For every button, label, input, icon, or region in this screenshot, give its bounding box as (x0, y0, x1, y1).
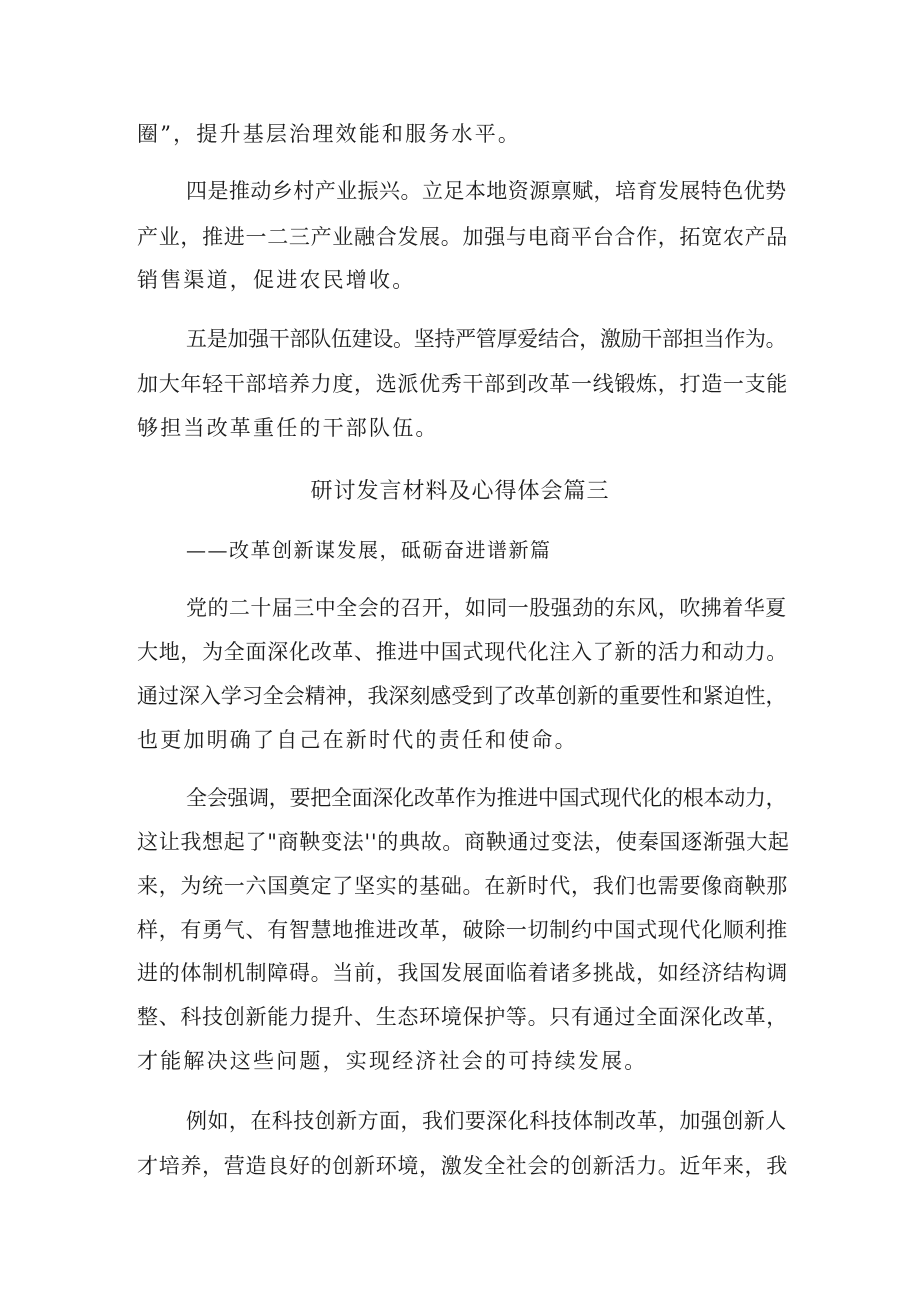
paragraph-line: 销售渠道，促进农民增收。 (137, 268, 416, 292)
paragraph-line: 这让我想起了"商鞅变法''的典故。商鞅通过变法，使秦国逐渐强大起 (137, 830, 790, 854)
paragraph-line: 大地，为全面深化改革、推进中国式现代化注入了新的活力和动力。 (137, 640, 788, 664)
paragraph-line: 够担当改革重任的干部队伍。 (137, 416, 439, 440)
section-subtitle: ——改革创新谋发展，砥砺奋进谱新篇 (186, 538, 552, 562)
paragraph-line: 圈”，提升基层治理效能和服务水平。 (137, 122, 522, 146)
paragraph-line: 加大年轻干部培养力度，选派优秀干部到改革一线锻炼，打造一支能 (137, 372, 788, 396)
paragraph-line: 才培养，营造良好的创新环境，激发全社会的创新活力。近年来，我 (137, 1154, 788, 1178)
paragraph-line: 产业，推进一二三产业融合发展。加强与电商平台合作，拓宽农产品 (137, 225, 788, 249)
paragraph-line: 党的二十届三中全会的召开，如同一股强劲的东风，吹拂着华夏 (186, 596, 787, 620)
paragraph-line: 来，为统一六国奠定了坚实的基础。在新时代，我们也需要像商鞅那 (137, 874, 788, 898)
paragraph-line: 样，有勇气、有智慧地推进改革，破除一切制约中国式现代化顺利推 (137, 918, 788, 942)
section-title: 研讨发言材料及心得体会篇三 (310, 479, 610, 504)
paragraph-line: 整、科技创新能力提升、生态环境保护等。只有通过全面深化改革， (137, 1005, 788, 1029)
paragraph-line: 也更加明确了自己在新时代的责任和使命。 (137, 728, 578, 752)
paragraph-line: 全会强调，要把全面深化改革作为推进中国式现代化的根本动力， (186, 786, 787, 810)
paragraph-line: 四是推动乡村产业振兴。立足本地资源禀赋，培育发展特色优势 (186, 179, 787, 203)
paragraph-line: 例如，在科技创新方面，我们要深化科技体制改革，加强创新人 (186, 1109, 787, 1133)
paragraph-line: 进的体制机制障碍。当前，我国发展面临着诸多挑战，如经济结构调 (137, 961, 788, 985)
paragraph-line: 通过深入学习全会精神，我深刻感受到了改革创新的重要性和紧迫性， (137, 684, 787, 708)
paragraph-line: 才能解决这些问题，实现经济社会的可持续发展。 (137, 1049, 648, 1073)
paragraph-line: 五是加强干部队伍建设。坚持严管厚爱结合，激励干部担当作为。 (186, 327, 787, 351)
